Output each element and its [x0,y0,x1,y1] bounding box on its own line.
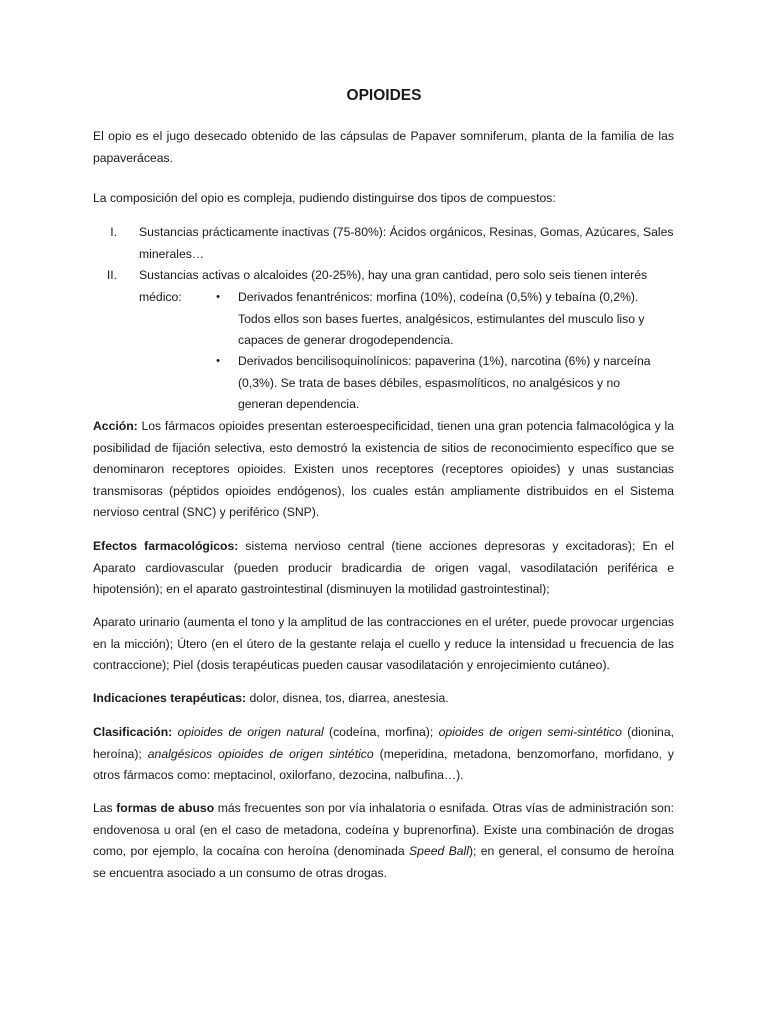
abuso-text: ); en general, el consumo de heroína se encuentra asociado a un consumo de otras drogas. [93,844,674,880]
list-item-text: Sustancias prácticamente inactivas (75-80%): Ácidos orgánicos, Resinas, Gomas, Azúcares, Sales minerales… [139,225,674,261]
bullet-item-text: Derivados fenantrénicos: morfina (10%), codeína (0,5%) y tebaína (0,2%). Todos ellos son bases fuertes, analgésicos, estimulantes del musculo liso y capaces de generar drogodependencia. [238,290,645,348]
efectos-text: sistema nervioso central (tiene acciones depresoras y excitadoras); En el Aparato cardiovascular (pueden producir bradicardia de origen vagal, vasodilatación periférica e hipotensión); en el aparato gastrointestinal (disminuyen la motilidad gastrointestinal); [93,539,674,597]
accion-paragraph [93,416,674,524]
list-item-text: Sustancias activas o alcaloides (20-25%), hay una gran cantidad, pero solo seis tienen interés médico: [139,268,648,304]
clasificacion-natural: opioides de origen natural [177,725,324,739]
abuso-paragraph [93,798,674,884]
clasificacion-text: (codeína, morfina); [323,725,439,739]
intro-paragraph: El opio es el jugo desecado obtenido de las cápsulas de Papaver somniferum, planta de la familia de las papaveráceas. [93,129,674,165]
list-marker: II. [106,268,117,282]
abuso-text: más frecuentes son por vía inhalatoria o esnifada. Otras vías de administración son: endovenosa u oral (en el caso de metadona, codeína y buprenorfina). Existe una combinación de drogas como, por ejemplo, la cocaína con heroína (denominada [93,801,674,859]
clasificacion-semisintetico: opioides de origen semi-sintético [438,725,622,739]
abuso-text: Las [93,801,117,815]
accion-heading: Acción: [93,419,138,433]
list-marker: I. [110,225,117,239]
composition-paragraph: La composición del opio es compleja, pudiendo distinguirse dos tipos de compuestos: [93,191,556,205]
clasificacion-heading: Clasificación: [93,725,173,739]
indicaciones-text: dolor, disnea, tos, diarrea, anestesia. [246,691,449,705]
bullet-dot-icon: • [216,291,220,303]
abuso-heading: formas de abuso [116,801,215,815]
speed-ball-term: Speed Ball [409,844,469,859]
accion-text: Los fármacos opioides presentan esteroespecificidad, tienen una gran potencia falmacológica y la posibilidad de fijación selectiva, esto demostró la existencia de sitios de reconocimiento específico que se denominaron receptores opioides. Existen unos receptores (receptores opioides) y unas sustancias transmisoras (péptidos opioides endógenos), los cuales están ampliamente distribuidos en el Sistema nervioso central (SNC) y periférico (SNP). [93,419,674,520]
clasificacion-text: (meperidina, metadona, benzomorfano, morfidano, y otros fármacos como: meptacinol, oxilorfano, dezocina, nalbufina…). [93,746,674,783]
urinario-paragraph: Aparato urinario (aumenta el tono y la amplitud de las contracciones en el uréter, puede provocar urgencias en la micción); Útero (en el útero de la gestante relaja el cuello y reduce la intensidad u frecuencia de las contraccione); Piel (dosis terapéuticas pueden causar vasodilatación y enrojecimiento cutáneo). [93,615,674,673]
bullet-item-text: Derivados bencilisoquinolínicos: papaverina (1%), narcotina (6%) y narceína (0,3%). Se trata de bases débiles, espasmolíticos, no analgésicos y no generan dependencia. [238,354,651,412]
page-title: OPIOIDES [346,87,422,104]
clasificacion-paragraph [93,722,674,787]
indicaciones-paragraph [93,688,674,710]
efectos-heading: Efectos farmacológicos: [93,539,239,553]
bullet-dot-icon: • [216,355,220,367]
indicaciones-heading: Indicaciones terapéuticas: [93,691,247,705]
efectos-paragraph [93,536,674,601]
clasificacion-text: (dionina, heroína); [93,725,674,761]
clasificacion-sintetico: analgésicos opioides de origen sintético [147,746,374,761]
